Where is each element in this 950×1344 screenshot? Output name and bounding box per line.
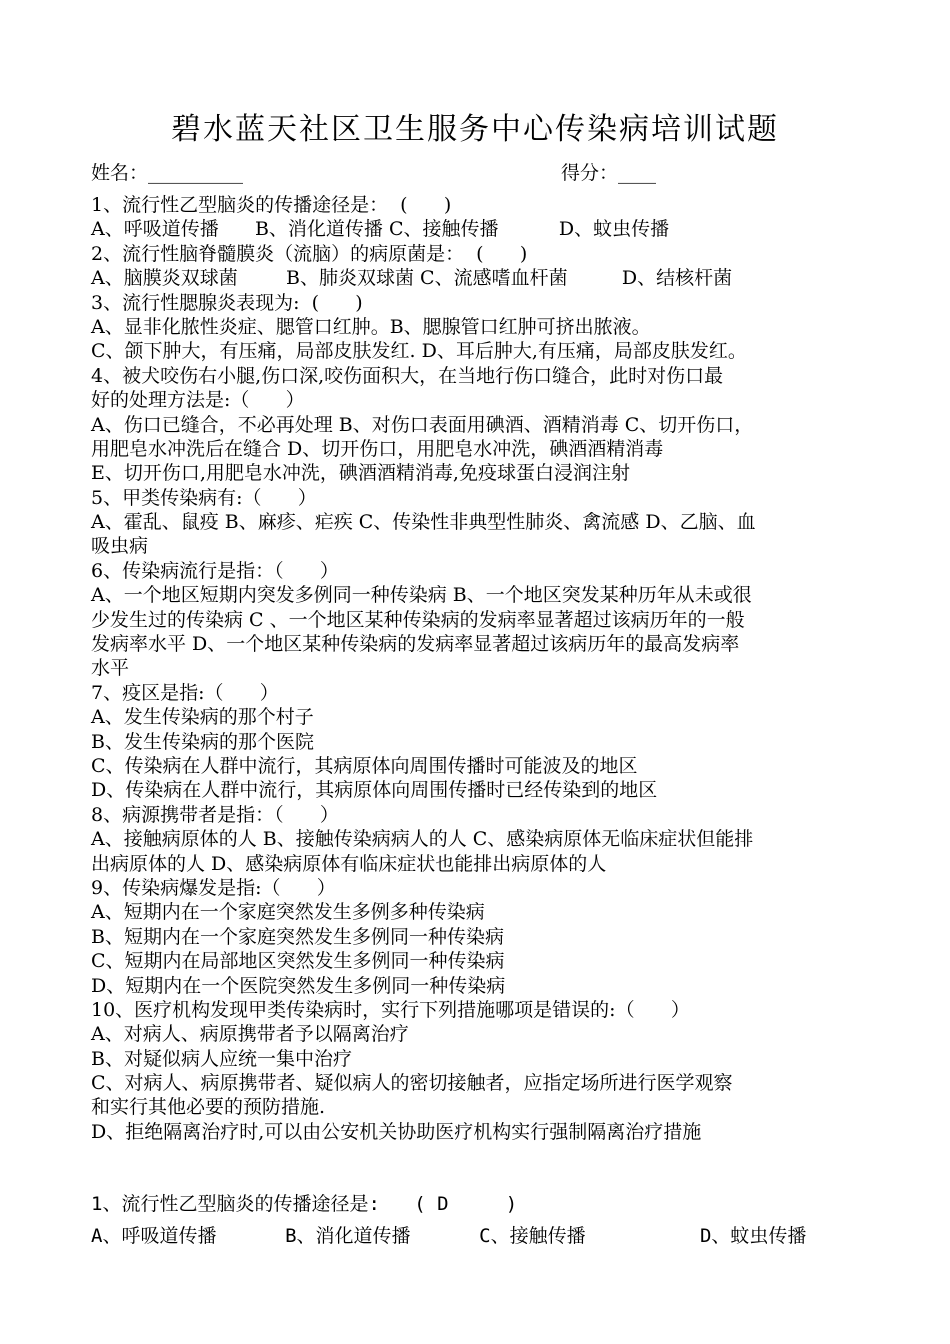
text-line: 水平 bbox=[91, 657, 130, 680]
text-line: 6、传染病流行是指：（ ） bbox=[91, 559, 339, 582]
text-line: C、对病人、病原携带者、疑似病人的密切接触者，应指定场所进行医学观察 bbox=[91, 1072, 733, 1095]
header-row bbox=[91, 158, 861, 186]
text-line: B、短期内在一个家庭突然发生多例同一种传染病 bbox=[91, 925, 504, 948]
text-line: C、传染病在人群中流行，其病原体向周围传播时可能波及的地区 bbox=[91, 754, 638, 777]
text-line: 10、医疗机构发现甲类传染病时，实行下列措施哪项是错误的:（ ） bbox=[91, 998, 690, 1021]
name-field-label: 姓名：__________ bbox=[91, 162, 244, 184]
text-line: B、发生传染病的那个医院 bbox=[91, 730, 314, 753]
text-line: C、短期内在局部地区突然发生多例同一种传染病 bbox=[91, 950, 505, 973]
text-line: 发病率水平 D、一个地区某种传染病的发病率显著超过该病历年的最高发病率 bbox=[91, 633, 740, 656]
text-line: D、传染病在人群中流行，其病原体向周围传播时已经传染到的地区 bbox=[91, 779, 658, 802]
score-field-label: 得分：____ bbox=[561, 162, 657, 184]
text-line: 2、流行性脑脊髓膜炎（流脑）的病原菌是： ( ) bbox=[91, 242, 528, 265]
text-line: A、霍乱、鼠疫 B、麻疹、疟疾 C、传染性非典型性肺炎、禽流感 D、乙脑、血 bbox=[91, 511, 756, 534]
text-line: 7、疫区是指:（ ） bbox=[91, 681, 279, 704]
text-line: A、接触病原体的人 B、接触传染病病人的人 C、感染病原体无临床症状但能排 bbox=[91, 828, 754, 851]
text-line: 1、流行性乙型脑炎的传播途径是： ( ) bbox=[91, 194, 452, 216]
text-line: 出病原体的人 D、感染病原体有临床症状也能排出病原体的人 bbox=[91, 852, 607, 875]
text-line: A、一个地区短期内突发多例同一种传染病 B、一个地区突发某种历年从未或很 bbox=[91, 584, 752, 607]
text-line: 吸虫病 bbox=[91, 535, 149, 558]
text-line: E、切开伤口,用肥皂水冲洗，碘酒酒精消毒,免疫球蛋白浸润注射 bbox=[91, 462, 630, 485]
text-line: D、短期内在一个医院突然发生多例同一种传染病 bbox=[91, 974, 506, 997]
text-line: A、呼吸道传播 B、消化道传播 C、接触传播 D、蚊虫传播 bbox=[91, 218, 670, 241]
text-line: 用肥皂水冲洗后在缝合 D、切开伤口，用肥皂水冲洗，碘酒酒精消毒 bbox=[91, 437, 664, 460]
text-line: 少发生过的传染病 C 、一个地区某种传染病的发病率显著超过该病历年的一般 bbox=[91, 608, 745, 631]
text-line: B、对疑似病人应统一集中治疗 bbox=[91, 1047, 352, 1070]
answer-line: A、呼吸道传播 B、消化道传播 C、接触传播 D、蚊虫传播 bbox=[91, 1225, 807, 1247]
text-line: A、发生传染病的那个村子 bbox=[91, 706, 314, 729]
text-line: D、拒绝隔离治疗时,可以由公安机关协助医疗机构实行强制隔离治疗措施 bbox=[91, 1120, 702, 1143]
text-line: C、颌下肿大，有压痛，局部皮肤发红. D、耳后肿大,有压痛，局部皮肤发红。 bbox=[91, 340, 747, 363]
text-line: 4、被犬咬伤右小腿,伤口深,咬伤面积大，在当地行伤口缝合，此时对伤口最 bbox=[91, 364, 724, 387]
question-list bbox=[91, 193, 861, 1144]
text-line: 9、传染病爆发是指:（ ） bbox=[91, 876, 336, 899]
page-title: 碧水蓝天社区卫生服务中心传染病培训试题 bbox=[171, 112, 779, 147]
text-line: A、对病人、病原携带者予以隔离治疗 bbox=[91, 1023, 409, 1046]
text-line: 和实行其他必要的预防措施. bbox=[91, 1096, 326, 1119]
answer-section bbox=[91, 1188, 861, 1252]
answer-line: 1、流行性乙型脑炎的传播途径是: ( D ) bbox=[91, 1193, 518, 1215]
text-line: A、短期内在一个家庭突然发生多例多种传染病 bbox=[91, 901, 485, 924]
text-line: A、伤口已缝合，不必再处理 B、对伤口表面用碘酒、酒精消毒 C、切开伤口， bbox=[91, 413, 754, 436]
text-line: 3、流行性腮腺炎表现为: ( ) bbox=[91, 291, 363, 314]
text-line: 好的处理方法是:（ ） bbox=[91, 389, 305, 412]
text-line: A、脑膜炎双球菌 B、肺炎双球菌 C、流感嗜血杆菌 D、结核杆菌 bbox=[91, 267, 733, 290]
text-line: 5、甲类传染病有:（ ） bbox=[91, 486, 317, 509]
text-line: 8、病源携带者是指：（ ） bbox=[91, 803, 339, 826]
text-line: A、显非化脓性炎症、腮管口红肿。B、腮腺管口红肿可挤出脓液。 bbox=[91, 315, 651, 338]
